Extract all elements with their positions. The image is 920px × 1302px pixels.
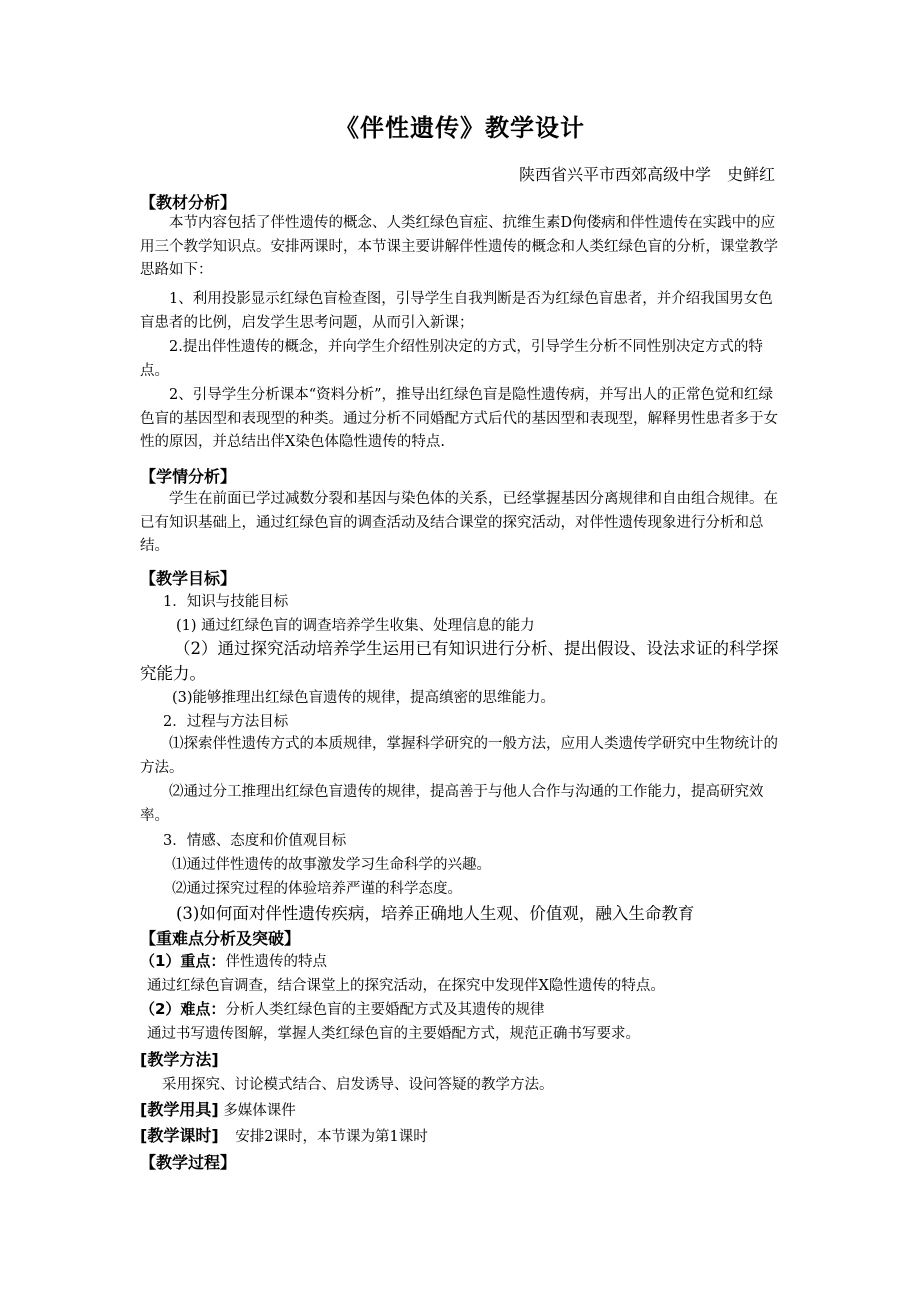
keypoint-2: [140, 998, 544, 1019]
goal-2-title: 2．过程与方法目标: [163, 714, 289, 730]
goal-3-c: (3)如何面对伴性遗传疾病，培养正确地人生观、价值观，融入生命教育: [176, 904, 695, 923]
keypoint-1-text: 伴性遗传的特点: [225, 954, 327, 970]
keypoint-2-text: 分析人类红绿色盲的主要婚配方式及其遗传的规律: [225, 1002, 545, 1018]
goal-1-b: （2）通过探究活动培养学生运用已有知识进行分析、提出假设、设法求证的科学探究能力。: [140, 639, 779, 683]
heading-tools: [教学用具]: [140, 1100, 219, 1119]
materials-point-2: 2.提出伴性遗传的概念，并向学生介绍性别决定的方式，引导学生分析不同性别决定方式的特点。: [140, 339, 763, 379]
heading-students: 【学情分析】: [140, 467, 237, 486]
author-line: 陕西省兴平市西郊高级中学 史鲜红: [518, 165, 775, 184]
heading-method: [教学方法]: [140, 1050, 219, 1069]
keypoint-2-desc: 通过书写遗传图解，掌握人类红绿色盲的主要婚配方式，规范正确书写要求。: [147, 1026, 640, 1042]
materials-point-1: 1、利用投影显示红绿色盲检查图，引导学生自我判断是否为红绿色盲患者，并介绍我国男女色盲患者的比例，启发学生思考问题，从而引入新课；: [140, 291, 773, 331]
tools-text: 多媒体课件: [223, 1103, 296, 1119]
goal-1-title: 1．知识与技能目标: [163, 594, 289, 610]
heading-goals: 【教学目标】: [140, 569, 237, 588]
keypoint-1-label: （1）重点：: [140, 952, 226, 970]
heading-process: 【教学过程】: [140, 1153, 237, 1172]
tools-line: [140, 1097, 296, 1120]
keypoint-1: [140, 950, 327, 971]
goal-3-title: 3．情感、态度和价值观目标: [163, 833, 347, 849]
goal-1-a: (1) 通过红绿色盲的调查培养学生收集、处理信息的能力: [176, 618, 535, 634]
heading-hours: [教学课时]: [140, 1126, 219, 1145]
method-text: 采用探究、讨论模式结合、启发诱导、设问答疑的教学方法。: [162, 1077, 554, 1093]
hours-line: [140, 1123, 428, 1146]
materials-point-3: 2、引导学生分析课本“资料分析”，推导出红绿色盲是隐性遗传病，并写出人的正常色觉和红绿色盲的基因型和表现型的种类。通过分析不同婚配方式后代的基因型和表现型，解释男性患者多于女性的原因，并总结出伴X染色体隐性遗传的特点.: [140, 387, 778, 450]
keypoint-2-label: （2）难点：: [140, 1000, 226, 1018]
materials-intro: 本节内容包括了伴性遗传的概念、人类红绿色盲症、抗维生素D佝偻病和伴性遗传在实践中的应用三个教学知识点。安排两课时，本节课主要讲解伴性遗传的概念和人类红绿色盲的分析，课堂教学思路如下：: [140, 215, 778, 278]
goal-2-a: ⑴探索伴性遗传方式的本质规律，掌握科学研究的一般方法，应用人类遗传学研究中生物统计的方法。: [140, 736, 778, 776]
keypoint-1-desc: 通过红绿色盲调查，结合课堂上的探究活动，在探究中发现伴X隐性遗传的特点。: [147, 978, 665, 994]
hours-text: 安排2课时，本节课为第1课时: [235, 1129, 428, 1145]
goal-3-a: ⑴通过伴性遗传的故事激发学习生命科学的兴趣。: [172, 857, 491, 873]
heading-keypoints: 【重难点分析及突破】: [140, 929, 301, 948]
students-text: 学生在前面已学过减数分裂和基因与染色体的关系，已经掌握基因分离规律和自由组合规律。在已有知识基础上，通过红绿色盲的调查活动及结合课堂的探究活动，对伴性遗传现象进行分析和总结。: [140, 491, 778, 554]
document-title: 《伴性遗传》教学设计: [335, 114, 585, 142]
goal-2-b: ⑵通过分工推理出红绿色盲遗传的规律，提高善于与他人合作与沟通的工作能力，提高研究效率。: [140, 784, 764, 824]
goal-1-c: (3)能够推理出红绿色盲遗传的规律，提高缜密的思维能力。: [172, 690, 556, 706]
goal-3-b: ⑵通过探究过程的体验培养严谨的科学态度。: [172, 881, 462, 897]
heading-materials: 【教材分析】: [140, 193, 237, 212]
